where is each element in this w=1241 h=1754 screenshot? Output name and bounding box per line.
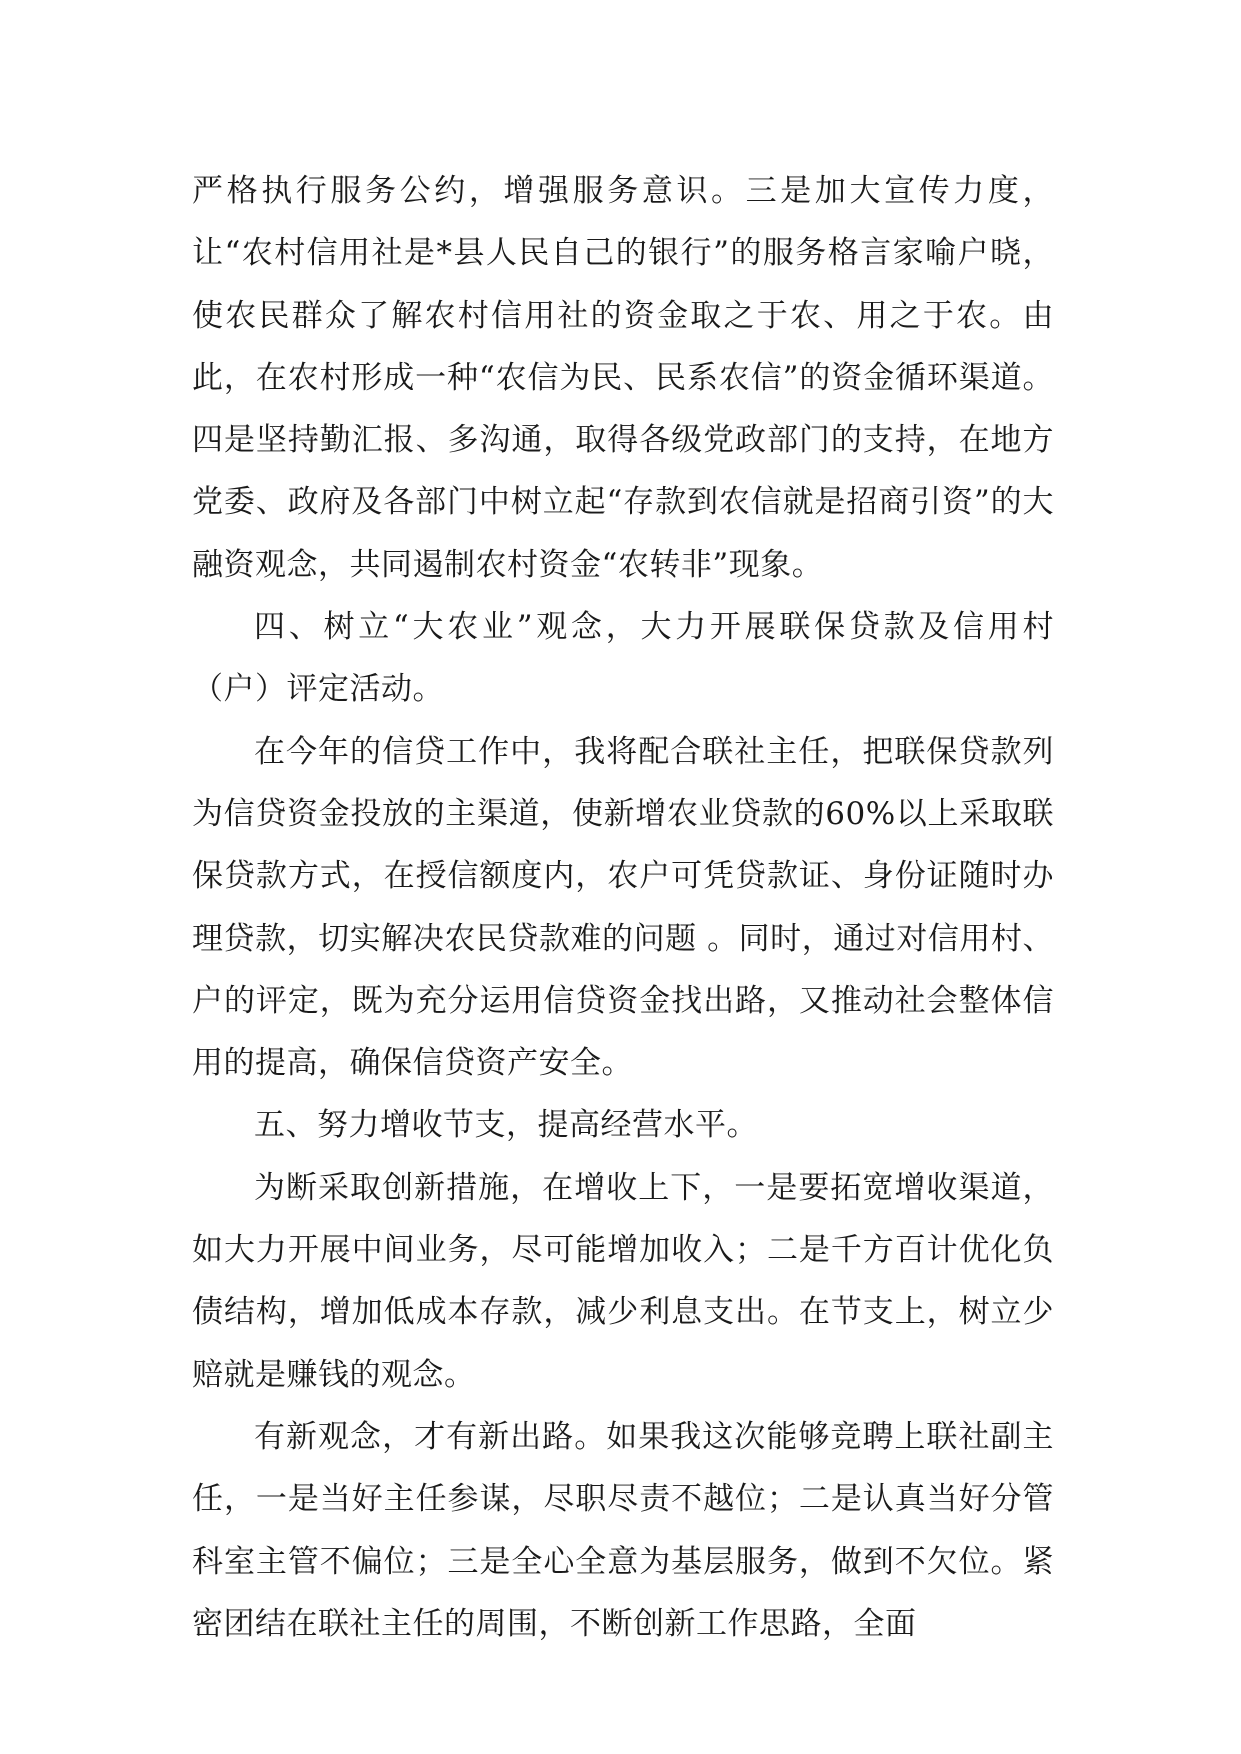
heading-section-five: 五、努力增收节支，提高经营水平。 bbox=[254, 1107, 758, 1144]
paragraph-commitment: 有新观念，才有新出路。如果我这次能够竞聘上联社副主任，一是当好主任参谋，尽职尽责不越位；二是认真当好分管科室主管不偏位；三是全心全意为基层服务，做到不欠位。紧密团结在联社主任的周围，不断创新工作思路，全面 bbox=[192, 1418, 1054, 1642]
paragraph-joint-guarantee-loans: 在今年的信贷工作中，我将配合联社主任，把联保贷款列为信贷资金投放的主渠道，使新增农业贷款的60%以上采取联保贷款方式，在授信额度内，农户可凭贷款证、身份证随时办理贷款，切实解决农民贷款难的问题 。同时，通过对信用村、户的评定，既为充分运用信贷资金找出路，又推动社会整体信用的提高，确保信贷资产安全。 bbox=[192, 733, 1054, 1082]
document-body bbox=[192, 160, 1054, 1655]
paragraph-increase-income: 为断采取创新措施，在增收上下，一是要拓宽增收渠道，如大力开展中间业务，尽可能增加收入；二是千方百计优化负债结构，增加低成本存款，减少利息支出。在节支上，树立少赔就是赚钱的观念。 bbox=[192, 1169, 1054, 1393]
paragraph-publicity-measures: 严格执行服务公约，增强服务意识。三是加大宣传力度，让“农村信用社是*县人民自己的银行”的服务格言家喻户晓，使农民群众了解农村信用社的资金取之于农、用之于农。由此，在农村形成一种“农信为民、民系农信”的资金循环渠道。四是坚持勤汇报、多沟通，取得各级党政部门的支持，在地方党委、政府及各部门中树立起“存款到农信就是招商引资”的大融资观念，共同遏制农村资金“农转非”现象。 bbox=[192, 173, 1054, 583]
heading-section-four: 四、树立“大农业”观念，大力开展联保贷款及信用村（户）评定活动。 bbox=[192, 609, 1054, 708]
